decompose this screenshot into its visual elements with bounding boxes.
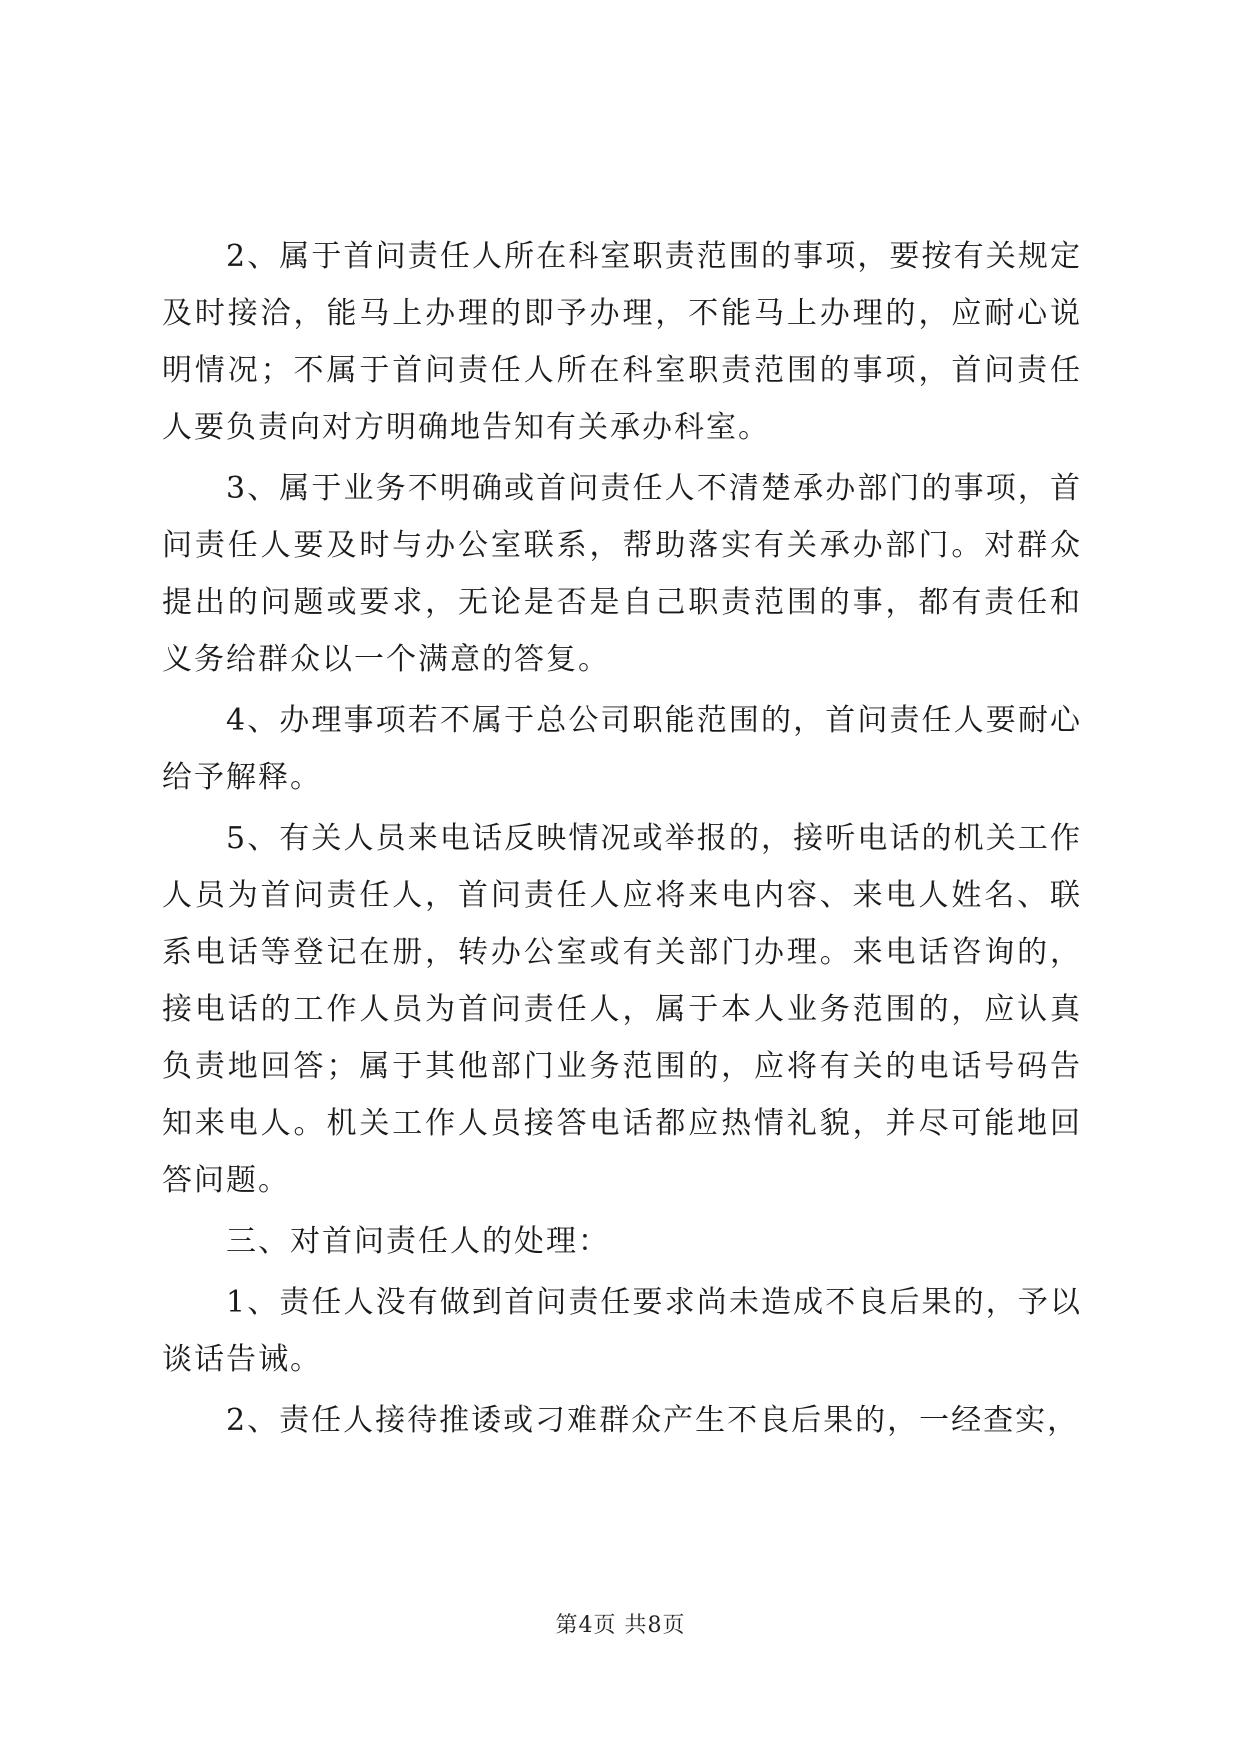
paragraph-handling-2: 2、责任人接待推诿或刁难群众产生不良后果的，一经查实， xyxy=(226,1403,1080,1438)
page-number-footer: 第4页 共8页 xyxy=(555,1613,686,1638)
section-heading-handling: 三、对首问责任人的处理： xyxy=(226,1224,610,1259)
paragraph-item-5: 5、有关人员来电话反映情况或举报的，接听电话的机关工作人员为首问责任人，首问责任人应将来电内容、来电人姓名、联系电话等登记在册，转办公室或有关部门办理。来电话咨询的，接电话的工作人员为首问责任人，属于本人业务范围的，应认真负责地回答；属于其他部门业务范围的，应将有关的电话号码告知来电人。机关工作人员接答电话都应热情礼貌，并尽可能地回答问题。 xyxy=(162,821,1082,1198)
document-body xyxy=(162,228,1082,1453)
paragraph-item-4: 4、办理事项若不属于总公司职能范围的，首问责任人要耐心给予解释。 xyxy=(162,703,1082,795)
paragraph-handling-1: 1、责任人没有做到首问责任要求尚未造成不良后果的，予以谈话告诫。 xyxy=(162,1285,1082,1377)
paragraph-item-3: 3、属于业务不明确或首问责任人不清楚承办部门的事项，首问责任人要及时与办公室联系，帮助落实有关承办部门。对群众提出的问题或要求，无论是否是自己职责范围的事，都有责任和义务给群众以一个满意的答复。 xyxy=(162,471,1082,677)
paragraph-item-2: 2、属于首问责任人所在科室职责范围的事项，要按有关规定及时接洽，能马上办理的即予办理，不能马上办理的，应耐心说明情况；不属于首问责任人所在科室职责范围的事项，首问责任人要负责向对方明确地告知有关承办科室。 xyxy=(162,239,1082,445)
